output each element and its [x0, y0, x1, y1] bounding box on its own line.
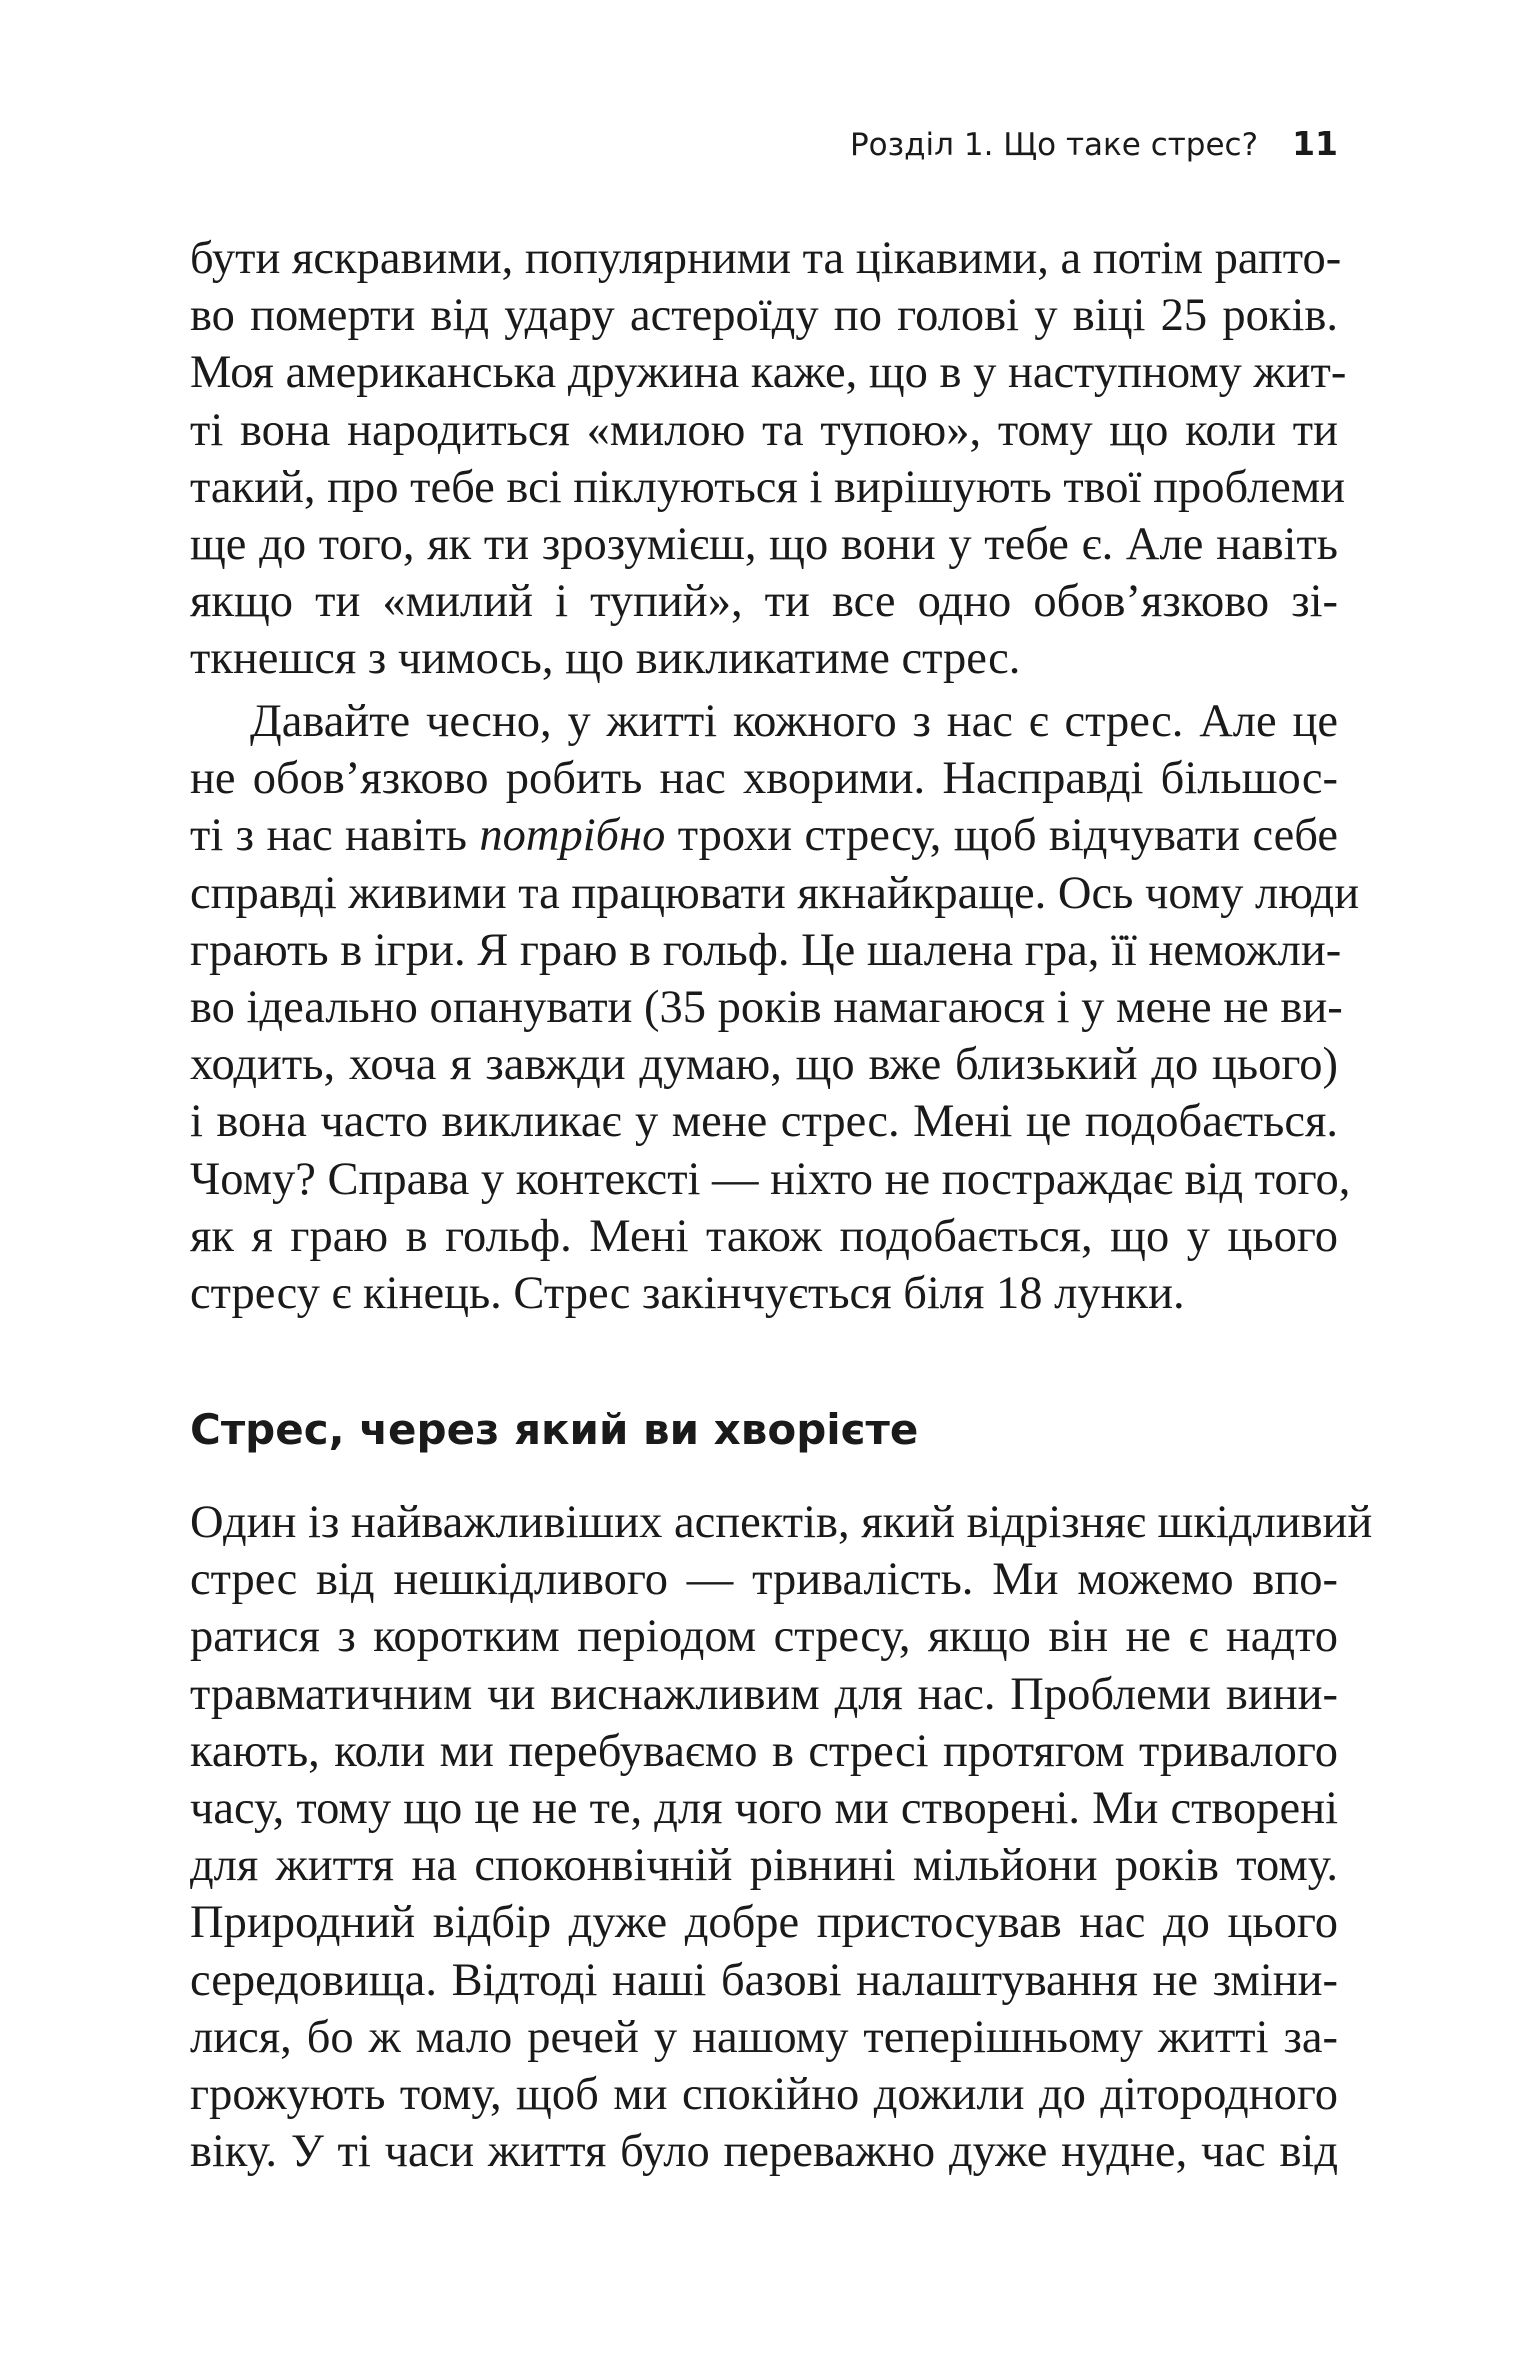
text-line: кають, коли ми перебуваємо в стресі протягом тривалого [190, 1725, 1338, 1777]
text-line: справді живими та працювати якнайкраще. Ось чому люди [190, 867, 1360, 919]
text-line: віку. У ті часи життя було переважно дуже нудне, час від [190, 2126, 1338, 2178]
chapter-title: Розділ 1. Що таке стрес? [849, 127, 1259, 163]
text-line: часу, тому що це не те, для чого ми створені. Ми створені [190, 1782, 1338, 1834]
text-line: ще до того, як ти зрозумієш, що вони у тебе є. Але навіть [190, 518, 1338, 570]
text-line: якщо ти «милий і тупий», ти все одно обов’язково зі- [190, 576, 1338, 628]
text-line: ходить, хоча я завжди думаю, що вже близький до цього) [190, 1039, 1338, 1091]
text-line: грожують тому, щоб ми спокійно дожили до дітородного [190, 2068, 1338, 2120]
text-line: ті вона народиться «милою та тупою», тому що коли ти [190, 404, 1338, 456]
text-run: ті з нас навіть [190, 810, 480, 862]
page-number: 11 [1292, 124, 1338, 163]
text-line: Один із найважливіших аспектів, який відрізняє шкідливий [190, 1497, 1373, 1548]
text-line: травматичним чи виснажливим для нас. Проблеми вини- [190, 1668, 1338, 1720]
text-line: во ідеально опанувати (35 років намагаюся і у мене не ви- [190, 981, 1343, 1033]
emphasis-text: потрібно [479, 810, 666, 862]
paragraph-continued [190, 230, 1347, 688]
text-line: для життя на споконвічній рівнині мільйони років тому. [190, 1840, 1338, 1892]
text-line: стрес від нешкідливого — тривалість. Ми можемо впо- [190, 1554, 1338, 1606]
text-line: Давайте чесно, у житті кожного з нас є стрес. Але це [250, 696, 1338, 747]
text-line: такий, про тебе всі піклуються і вирішують твої проблеми [190, 461, 1346, 513]
text-line: лися, бо ж мало речей у нашому теперішньому житті за- [190, 2011, 1338, 2063]
text-line: грають в ігри. Я граю в гольф. Це шалена гра, її неможли- [190, 924, 1342, 976]
text-line: Моя американська дружина каже, що в у наступному жит- [190, 347, 1347, 399]
text-line: не обов’язково робить нас хворими. Насправді більшос- [190, 753, 1338, 805]
running-head [190, 122, 1338, 167]
section-paragraph [190, 1494, 1373, 2180]
text-line: як я граю в гольф. Мені також подобається, що у цього [190, 1210, 1338, 1262]
text-line [190, 807, 1338, 864]
paragraph [190, 693, 1360, 1322]
text-line: середовища. Відтоді наші базові налаштування не зміни- [190, 1954, 1338, 2006]
text-line: і вона часто викликає у мене стрес. Мені це подобається. [190, 1096, 1338, 1148]
text-line: ратися з коротким періодом стресу, якщо він не є надто [190, 1611, 1338, 1663]
text-line: бути яскравими, популярними та цікавими, а потім рапто- [190, 233, 1342, 284]
text-line: стресу є кінець. Стрес закінчується біля 18 лунки. [190, 1267, 1185, 1319]
text-run: трохи стресу, щоб відчувати себе [665, 810, 1338, 862]
text-line: ткнешся з чимось, що викликатиме стрес. [190, 633, 1021, 685]
text-line: Чому? Справа у контексті — ніхто не постраждає від того, [190, 1153, 1351, 1205]
text-line: во померти від удару астероїду по голові у віці 25 років. [190, 290, 1338, 342]
text-line: Природний відбір дуже добре пристосував нас до цього [190, 1897, 1338, 1949]
section-heading: Стрес, через який ви хворієте [190, 1405, 919, 1454]
